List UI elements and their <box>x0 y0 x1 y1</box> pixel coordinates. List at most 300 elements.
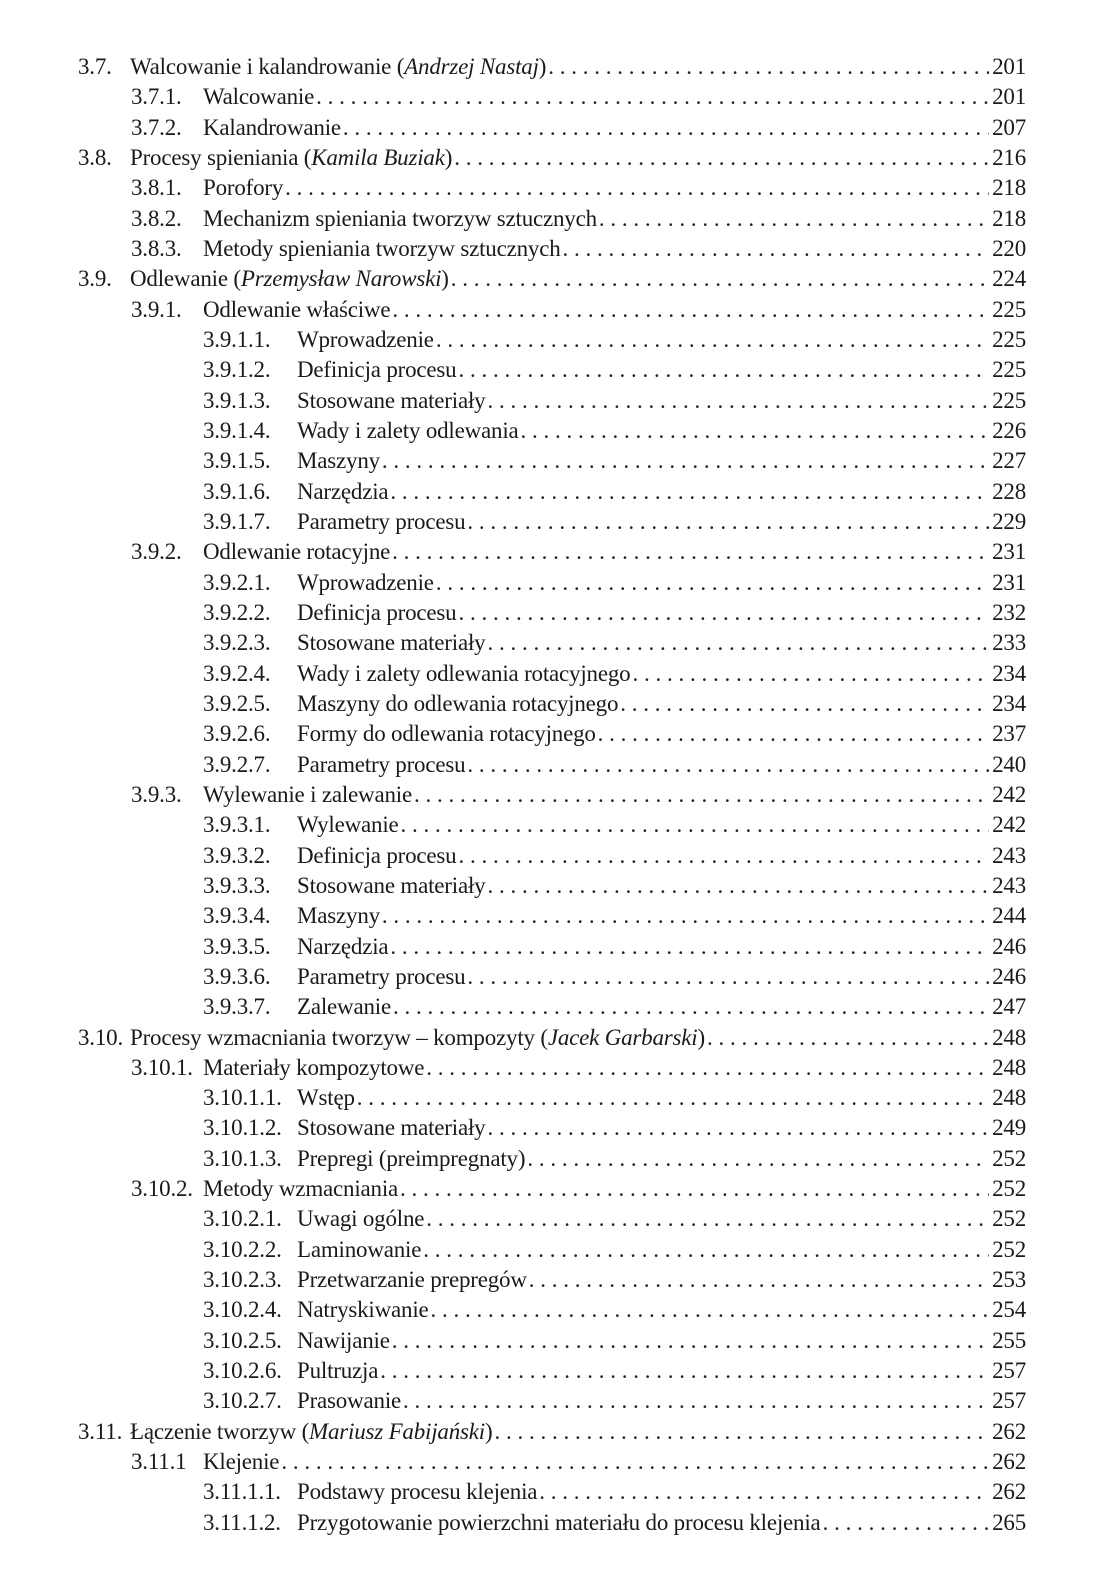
toc-entry <box>78 507 1026 537</box>
toc-entry-title: Procesy spieniania <box>130 144 299 170</box>
toc-entry-title: Wprowadzenie <box>297 569 434 595</box>
dot-leader <box>521 416 990 446</box>
toc-entry <box>78 1265 1026 1295</box>
toc-entry-author: Andrzej Nastaj <box>404 54 539 79</box>
toc-entry <box>78 1295 1026 1325</box>
toc-entry-number: 3.10.2.7. <box>203 1388 282 1414</box>
toc-entry-title-group <box>203 295 390 325</box>
toc-entry-author: Przemysław Narowski <box>240 266 442 292</box>
dot-leader <box>458 598 989 628</box>
toc-entry-page-number: 265 <box>992 1509 1026 1535</box>
dot-leader <box>529 1265 989 1295</box>
toc-entry-title: Wylewanie <box>297 812 399 838</box>
toc-entry-number: 3.10.2.4. <box>203 1297 282 1323</box>
toc-entry-title-group <box>297 1113 485 1143</box>
toc-entry-page-number: 247 <box>992 994 1026 1020</box>
toc-entry-number: 3.10.2.5. <box>203 1327 282 1353</box>
toc-entry-title-group <box>130 264 449 294</box>
toc-entry-number: 3.9.2.1. <box>203 569 271 595</box>
toc-entry-title: Klejenie <box>203 1449 280 1475</box>
dot-leader <box>487 628 989 658</box>
toc-author-paren-open: ( <box>227 266 241 292</box>
toc-entry-number: 3.10.2.3. <box>203 1267 282 1293</box>
dot-leader <box>431 1295 990 1325</box>
toc-entry-page-number: 255 <box>992 1327 1026 1353</box>
toc-entry-page-number: 262 <box>992 1418 1026 1444</box>
toc-entry-number: 3.9.1.4. <box>203 417 271 443</box>
dot-leader <box>494 1417 989 1447</box>
toc-entry <box>78 295 1026 325</box>
toc-entry-title: Wady i zalety odlewania rotacyjnego <box>297 660 631 686</box>
toc-entry-title: Stosowane materiały <box>297 1115 486 1141</box>
toc-entry-number: 3.9.2.4. <box>203 660 271 686</box>
toc-entry-title: Odlewanie właściwe <box>203 296 391 322</box>
dot-leader <box>392 295 989 325</box>
toc-entry-title-group <box>297 1477 537 1507</box>
toc-entry-title: Kalandrowanie <box>203 114 341 140</box>
toc-entry-page-number: 201 <box>992 54 1026 79</box>
toc-entry-title: Podstawy procesu klejenia <box>297 1479 538 1505</box>
toc-entry-title-group <box>297 901 380 931</box>
toc-author-paren-open: ( <box>296 1418 310 1444</box>
dot-leader <box>281 1447 989 1477</box>
toc-entry-page-number: 242 <box>992 781 1026 807</box>
toc-entry-number: 3.9.3.4. <box>203 903 271 929</box>
toc-entry-title: Maszyny do odlewania rotacyjnego <box>297 690 619 716</box>
toc-entry-title-group <box>297 659 630 689</box>
toc-entry-number: 3.10. <box>78 1024 124 1050</box>
toc-entry <box>78 264 1026 294</box>
toc-entry-author: Kamila Buziak <box>311 144 445 170</box>
toc-author-paren-close: ) <box>697 1024 705 1050</box>
toc-author-paren-open: ( <box>298 144 312 170</box>
toc-entry-page-number: 226 <box>992 417 1026 443</box>
dot-leader <box>563 234 990 264</box>
toc-entry <box>78 234 1026 264</box>
toc-entry <box>78 1144 1026 1174</box>
dot-leader <box>400 1174 989 1204</box>
toc-entry-title: Stosowane materiały <box>297 872 486 898</box>
toc-entry-title-group <box>203 234 561 264</box>
toc-entry-title: Maszyny <box>297 448 380 474</box>
toc-entry <box>78 901 1026 931</box>
toc-entry-page-number: 225 <box>992 326 1026 352</box>
toc-entry-number: 3.10.1. <box>131 1054 193 1080</box>
dot-leader <box>403 1386 989 1416</box>
toc-entry-title: Odlewanie <box>130 266 228 292</box>
toc-entry <box>78 810 1026 840</box>
toc-entry-title-group <box>297 932 388 962</box>
toc-entry-title: Definicja procesu <box>297 842 457 868</box>
toc-entry <box>78 962 1026 992</box>
toc-entry-number: 3.9.1.6. <box>203 478 271 504</box>
toc-entry-title-group <box>297 810 399 840</box>
toc-entry-number: 3.10.1.2. <box>203 1115 282 1141</box>
dot-leader <box>823 1508 990 1538</box>
toc-entry-title: Porofory <box>203 175 284 201</box>
toc-entry <box>78 416 1026 446</box>
toc-entry <box>78 355 1026 385</box>
toc-entry-page-number: 225 <box>992 357 1026 383</box>
toc-entry-page-number: 253 <box>992 1267 1026 1293</box>
toc-entry-title: Parametry procesu <box>297 508 466 534</box>
dot-leader <box>527 1144 989 1174</box>
toc-entry <box>78 1508 1026 1538</box>
toc-entry <box>78 204 1026 234</box>
dot-leader <box>382 446 989 476</box>
toc-entry-page-number: 220 <box>992 235 1026 261</box>
dot-leader <box>357 1083 989 1113</box>
toc-entry-number: 3.9.1.1. <box>203 326 271 352</box>
dot-leader <box>390 477 989 507</box>
toc-entry-page-number: 252 <box>992 1206 1026 1232</box>
dot-leader <box>487 1113 989 1143</box>
toc-entry-title-group <box>297 1356 378 1386</box>
toc-entry-title: Prasowanie <box>297 1388 402 1414</box>
toc-entry <box>78 537 1026 567</box>
dot-leader <box>548 52 989 82</box>
toc-entry <box>78 1477 1026 1507</box>
toc-entry-number: 3.8.1. <box>131 175 182 201</box>
toc-entry-page-number: 216 <box>992 144 1026 170</box>
toc-entry-number: 3.9.2.6. <box>203 721 271 747</box>
toc-entry-number: 3.9.3.2. <box>203 842 271 868</box>
toc-entry-number: 3.10.2.2. <box>203 1236 282 1262</box>
toc-entry-title: Przygotowanie powierzchni materiału do procesu klejenia <box>297 1509 821 1535</box>
toc-entry <box>78 659 1026 689</box>
dot-leader <box>620 689 989 719</box>
toc-entry-page-number: 252 <box>992 1236 1026 1262</box>
toc-entry <box>78 173 1026 203</box>
toc-entry-title-group <box>297 1295 429 1325</box>
toc-entry-number: 3.7. <box>78 54 112 79</box>
toc-entry <box>78 386 1026 416</box>
toc-entry-title-group <box>203 173 283 203</box>
toc-entry-title: Narzędzia <box>297 478 389 504</box>
toc-entry-title-group <box>297 719 596 749</box>
toc-entry <box>78 1083 1026 1113</box>
toc-entry <box>78 446 1026 476</box>
toc-entry-page-number: 262 <box>992 1449 1026 1475</box>
dot-leader <box>458 355 989 385</box>
toc-entry-page-number: 224 <box>992 266 1026 292</box>
toc-entry-page-number: 234 <box>992 690 1026 716</box>
toc-entry-number: 3.9.3.7. <box>203 994 271 1020</box>
toc-entry-number: 3.11. <box>78 1418 123 1444</box>
dot-leader <box>487 871 989 901</box>
toc-entry-page-number: 237 <box>992 721 1026 747</box>
toc-entry-number: 3.9.1.2. <box>203 357 271 383</box>
toc-entry <box>78 1326 1026 1356</box>
toc-entry-title-group <box>297 477 388 507</box>
toc-entry-page-number: 246 <box>992 933 1026 959</box>
toc-entry-title: Łączenie tworzyw <box>130 1418 297 1444</box>
dot-leader <box>599 204 989 234</box>
toc-entry-number: 3.9.3.6. <box>203 963 271 989</box>
toc-entry-title: Wprowadzenie <box>297 326 434 352</box>
toc-entry <box>78 1174 1026 1204</box>
toc-entry <box>78 719 1026 749</box>
toc-entry-page-number: 234 <box>992 660 1026 686</box>
toc-entry-title-group <box>297 1144 525 1174</box>
toc-entry-page-number: 233 <box>992 630 1026 656</box>
toc-entry-page-number: 229 <box>992 508 1026 534</box>
toc-entry-title-group <box>130 52 546 82</box>
toc-entry <box>78 932 1026 962</box>
toc-entry-title-group <box>297 568 434 598</box>
toc-entry-number: 3.7.2. <box>131 114 182 140</box>
toc-entry-title: Maszyny <box>297 903 380 929</box>
toc-entry-title-group <box>297 1508 821 1538</box>
toc-entry-title: Wylewanie i zalewanie <box>203 781 412 807</box>
toc-entry-title: Wstęp <box>297 1085 355 1111</box>
toc-entry-title-group <box>297 507 465 537</box>
toc-entry-number: 3.8. <box>78 144 112 170</box>
dot-leader <box>316 82 989 112</box>
toc-entry-page-number: 262 <box>992 1479 1026 1505</box>
toc-entry-page-number: 248 <box>992 1085 1026 1111</box>
toc-entry-title-group <box>297 841 456 871</box>
toc-entry-number: 3.9.3. <box>131 781 182 807</box>
dot-leader <box>426 1204 989 1234</box>
toc-entry-title: Mechanizm spieniania tworzyw sztucznych <box>203 205 597 231</box>
dot-leader <box>458 841 989 871</box>
toc-entry-number: 3.10.2.1. <box>203 1206 282 1232</box>
dot-leader <box>632 659 989 689</box>
toc-entry <box>78 689 1026 719</box>
toc-entry-title: Natryskiwanie <box>297 1297 429 1323</box>
toc-author-paren-open: ( <box>391 54 405 79</box>
toc-entry-page-number: 246 <box>992 963 1026 989</box>
dot-leader <box>436 325 989 355</box>
toc-entry <box>78 750 1026 780</box>
dot-leader <box>423 1235 989 1265</box>
toc-entry <box>78 871 1026 901</box>
toc-author-paren-close: ) <box>538 54 547 79</box>
dot-leader <box>539 1477 989 1507</box>
toc-entry-title-group <box>130 143 452 173</box>
dot-leader <box>401 810 990 840</box>
toc-author-paren-close: ) <box>441 266 449 292</box>
toc-entry <box>78 1053 1026 1083</box>
toc-entry-title-group <box>297 386 485 416</box>
toc-entry-page-number: 244 <box>992 903 1026 929</box>
toc-entry-title: Pultruzja <box>297 1358 379 1384</box>
toc-entry-title: Metody spieniania tworzyw sztucznych <box>203 235 561 261</box>
dot-leader <box>382 901 989 931</box>
toc-entry <box>78 1204 1026 1234</box>
dot-leader <box>343 113 989 143</box>
toc-entry-title: Laminowanie <box>297 1236 422 1262</box>
toc-entry-title: Formy do odlewania rotacyjnego <box>297 721 596 747</box>
toc-entry <box>78 113 1026 143</box>
toc-entry-title-group <box>297 1326 390 1356</box>
toc-entry-title: Przetwarzanie prepregów <box>297 1267 527 1293</box>
dot-leader <box>392 537 989 567</box>
toc-entry-number: 3.11.1.2. <box>203 1509 281 1535</box>
toc-entry-title-group <box>203 82 314 112</box>
toc-entry-title: Zalewanie <box>297 994 391 1020</box>
toc-entry-author: Jacek Garbarski <box>547 1024 698 1050</box>
dot-leader <box>454 143 989 173</box>
toc-entry <box>78 325 1026 355</box>
toc-entry-title-group <box>203 204 597 234</box>
toc-entry-title-group <box>297 1265 527 1295</box>
table-of-contents <box>78 52 1026 1538</box>
toc-entry <box>78 1235 1026 1265</box>
toc-entry-title: Parametry procesu <box>297 751 466 777</box>
toc-entry-page-number: 257 <box>992 1388 1026 1414</box>
toc-entry-title: Walcowanie <box>203 84 315 110</box>
dot-leader <box>390 932 989 962</box>
toc-entry-page-number: 201 <box>992 84 1026 110</box>
toc-entry <box>78 52 1026 82</box>
toc-entry-number: 3.8.3. <box>131 235 182 261</box>
toc-entry-title-group <box>203 1174 398 1204</box>
toc-author-paren-close: ) <box>484 1418 493 1444</box>
toc-entry <box>78 992 1026 1022</box>
toc-entry-title: Narzędzia <box>297 933 389 959</box>
toc-entry-page-number: 252 <box>992 1145 1026 1171</box>
toc-entry-number: 3.9. <box>78 266 112 292</box>
toc-entry-page-number: 228 <box>992 478 1026 504</box>
dot-leader <box>426 1053 989 1083</box>
toc-entry-number: 3.9.1.3. <box>203 387 271 413</box>
toc-entry-title: Nawijanie <box>297 1327 390 1353</box>
dot-leader <box>436 568 989 598</box>
toc-entry-title-group <box>297 598 456 628</box>
toc-entry <box>78 598 1026 628</box>
toc-author-paren-open: ( <box>534 1024 548 1050</box>
toc-entry <box>78 477 1026 507</box>
toc-entry-number: 3.11.1.1. <box>203 1479 281 1505</box>
dot-leader <box>451 264 989 294</box>
toc-entry-page-number: 225 <box>992 296 1026 322</box>
toc-entry <box>78 1417 1026 1447</box>
toc-entry-title-group <box>203 537 390 567</box>
toc-entry-title-group <box>130 1417 492 1447</box>
toc-entry-title: Walcowanie i kalandrowanie <box>130 54 392 79</box>
toc-entry-title-group <box>297 325 434 355</box>
toc-entry-page-number: 242 <box>992 812 1026 838</box>
toc-entry-title-group <box>297 355 456 385</box>
toc-entry-title: Metody wzmacniania <box>203 1176 399 1202</box>
toc-entry-page-number: 252 <box>992 1176 1026 1202</box>
toc-entry-title: Odlewanie rotacyjne <box>203 539 391 565</box>
dot-leader <box>598 719 989 749</box>
toc-entry-number: 3.9.3.3. <box>203 872 271 898</box>
toc-entry-title: Procesy wzmacniania tworzyw – kompozyty <box>130 1024 535 1050</box>
toc-entry <box>78 780 1026 810</box>
toc-entry-number: 3.10.1.1. <box>203 1085 282 1111</box>
toc-entry-title-group <box>297 871 485 901</box>
toc-entry-title-group <box>297 1235 421 1265</box>
toc-entry-title-group <box>297 416 519 446</box>
toc-entry-number: 3.8.2. <box>131 205 182 231</box>
toc-entry-page-number: 257 <box>992 1358 1026 1384</box>
toc-entry-page-number: 231 <box>992 569 1026 595</box>
toc-entry <box>78 1023 1026 1053</box>
toc-entry-number: 3.9.3.1. <box>203 812 271 838</box>
toc-entry-number: 3.9.2.5. <box>203 690 271 716</box>
toc-entry <box>78 628 1026 658</box>
toc-entry-title: Uwagi ogólne <box>297 1206 425 1232</box>
toc-entry-page-number: 225 <box>992 387 1026 413</box>
toc-entry-page-number: 240 <box>992 751 1026 777</box>
toc-entry-title-group <box>297 750 465 780</box>
toc-entry-number: 3.11.1 <box>131 1449 187 1475</box>
toc-entry <box>78 1113 1026 1143</box>
toc-entry-title-group <box>297 1083 355 1113</box>
dot-leader <box>414 780 989 810</box>
toc-entry-title: Prepregi (preimpregnaty) <box>297 1145 526 1171</box>
toc-entry-title: Parametry procesu <box>297 963 466 989</box>
dot-leader <box>392 1326 989 1356</box>
toc-entry <box>78 841 1026 871</box>
toc-entry-number: 3.10.2.6. <box>203 1358 282 1384</box>
dot-leader <box>487 386 989 416</box>
toc-entry-page-number: 218 <box>992 205 1026 231</box>
toc-entry-page-number: 248 <box>992 1054 1026 1080</box>
toc-entry-page-number: 248 <box>992 1024 1026 1050</box>
toc-entry-page-number: 227 <box>992 448 1026 474</box>
toc-entry-title-group <box>297 628 485 658</box>
toc-entry-number: 3.9.1.7. <box>203 508 271 534</box>
toc-entry-number: 3.10.2. <box>131 1176 193 1202</box>
dot-leader <box>467 507 989 537</box>
toc-entry <box>78 143 1026 173</box>
toc-entry <box>78 568 1026 598</box>
toc-entry-title: Stosowane materiały <box>297 387 486 413</box>
dot-leader <box>380 1356 989 1386</box>
toc-entry-title-group <box>130 1023 705 1053</box>
dot-leader <box>467 962 989 992</box>
toc-entry-page-number: 249 <box>992 1115 1026 1141</box>
toc-entry-title-group <box>297 1386 401 1416</box>
toc-entry-page-number: 243 <box>992 872 1026 898</box>
toc-entry-number: 3.9.1. <box>131 296 182 322</box>
dot-leader <box>467 750 989 780</box>
toc-entry-number: 3.9.2.3. <box>203 630 271 656</box>
toc-entry-title: Wady i zalety odlewania <box>297 417 519 443</box>
toc-entry-number: 3.7.1. <box>131 84 182 110</box>
toc-entry-title-group <box>297 1204 424 1234</box>
toc-author-paren-close: ) <box>444 144 453 170</box>
toc-entry-page-number: 231 <box>992 539 1026 565</box>
toc-entry-page-number: 243 <box>992 842 1026 868</box>
toc-entry-title-group <box>203 1053 424 1083</box>
toc-entry <box>78 82 1026 112</box>
toc-entry-number: 3.9.2.7. <box>203 751 271 777</box>
toc-entry-author: Mariusz Fabijański <box>309 1418 485 1444</box>
dot-leader <box>707 1023 989 1053</box>
toc-entry-page-number: 254 <box>992 1297 1026 1323</box>
toc-entry-title: Definicja procesu <box>297 599 457 625</box>
toc-entry-number: 3.9.1.5. <box>203 448 271 474</box>
toc-entry-title-group <box>203 1447 279 1477</box>
toc-entry <box>78 1356 1026 1386</box>
toc-entry-title-group <box>297 446 380 476</box>
toc-entry <box>78 1386 1026 1416</box>
toc-entry-title-group <box>203 780 412 810</box>
toc-entry-page-number: 207 <box>992 114 1026 140</box>
toc-entry-number: 3.9.3.5. <box>203 933 271 959</box>
toc-entry-title-group <box>297 992 391 1022</box>
dot-leader <box>393 992 989 1022</box>
toc-entry-number: 3.10.1.3. <box>203 1145 282 1171</box>
toc-entry-title-group <box>297 962 465 992</box>
toc-entry-title: Definicja procesu <box>297 357 457 383</box>
